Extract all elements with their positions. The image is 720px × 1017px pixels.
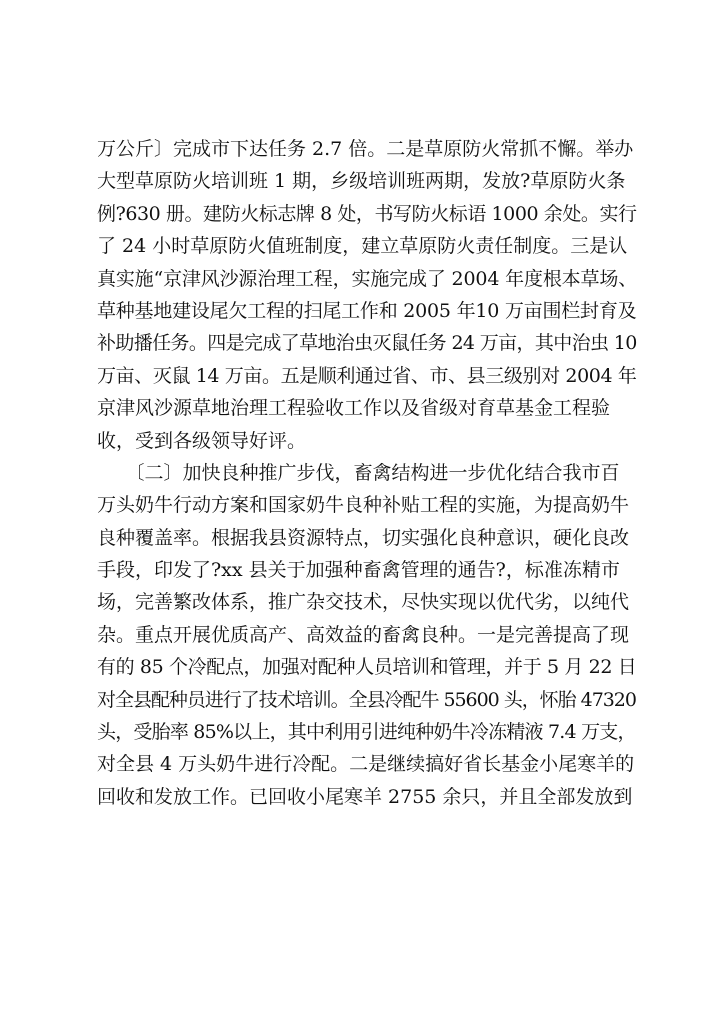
text-line: 万头奶牛行动方案和国家奶牛良种补贴工程的实施，为提高奶牛 bbox=[97, 494, 630, 517]
text-line: 万公斤〕完成市下达任务 2.7 倍。二是草原防火常抓不懈。举办 bbox=[97, 138, 634, 160]
text-line: 场，完善繁改体系，推广杂交技术，尽快实现以优代劣，以纯代 bbox=[97, 591, 630, 614]
text-line: 回收和发放工作。已回收小尾寒羊 2755 余只，并且全部发放到 bbox=[97, 785, 633, 808]
text-line: 大型草原防火培训班 1 期，乡级培训班两期，发放?草原防火条 bbox=[97, 170, 626, 193]
text-line: 有的 85 个冷配点，加强对配种人员培训和管理，并于 5 月 22 日 bbox=[97, 656, 637, 679]
text-line: 了 24 小时草原防火值班制度，建立草原防火责任制度。三是认 bbox=[97, 235, 628, 258]
text-line: 对全县 4 万头奶牛进行冷配。二是继续搞好省长基金小尾寒羊的 bbox=[97, 753, 635, 776]
text-line: 手段，印发了?xx 县关于加强种畜禽管理的通告?，标准冻精市 bbox=[97, 559, 620, 582]
text-line: 对全县配种员进行了技术培训。全县冷配牛 55600 头，怀胎 47320 bbox=[97, 688, 636, 711]
body-text bbox=[97, 133, 637, 813]
text-line: 收，受到各级领导好评。 bbox=[97, 429, 307, 452]
text-line: 例?630 册。建防火标志牌 8 处，书写防火标语 1000 余处。实行 bbox=[97, 202, 637, 225]
text-line: 补助播任务。四是完成了草地治虫灭鼠任务 24 万亩，其中治虫 10 bbox=[97, 332, 637, 355]
text-line: 杂。重点开展优质高产、高效益的畜禽良种。一是完善提高了现 bbox=[97, 623, 630, 646]
text-line: 京津风沙源草地治理工程验收工作以及省级对育草基金工程验 bbox=[97, 397, 611, 420]
text-line: 良种覆盖率。根据我县资源特点，切实强化良种意识，硬化良改 bbox=[97, 526, 630, 549]
text-line: 真实施“京津风沙源治理工程，实施完成了 2004 年度根本草场、 bbox=[97, 267, 638, 290]
text-line: 〔二〕加快良种推广步伐，畜禽结构进一步优化结合我市百 bbox=[97, 461, 620, 484]
text-line: 头，受胎率 85%以上，其中利用引进纯种奶牛冷冻精液 7.4 万支， bbox=[97, 721, 636, 744]
text-line: 草种基地建设尾欠工程的扫尾工作和 2005 年10 万亩围栏封育及 bbox=[97, 299, 637, 322]
text-line: 万亩、灭鼠 14 万亩。五是顺利通过省、市、县三级别对 2004 年 bbox=[97, 364, 637, 387]
